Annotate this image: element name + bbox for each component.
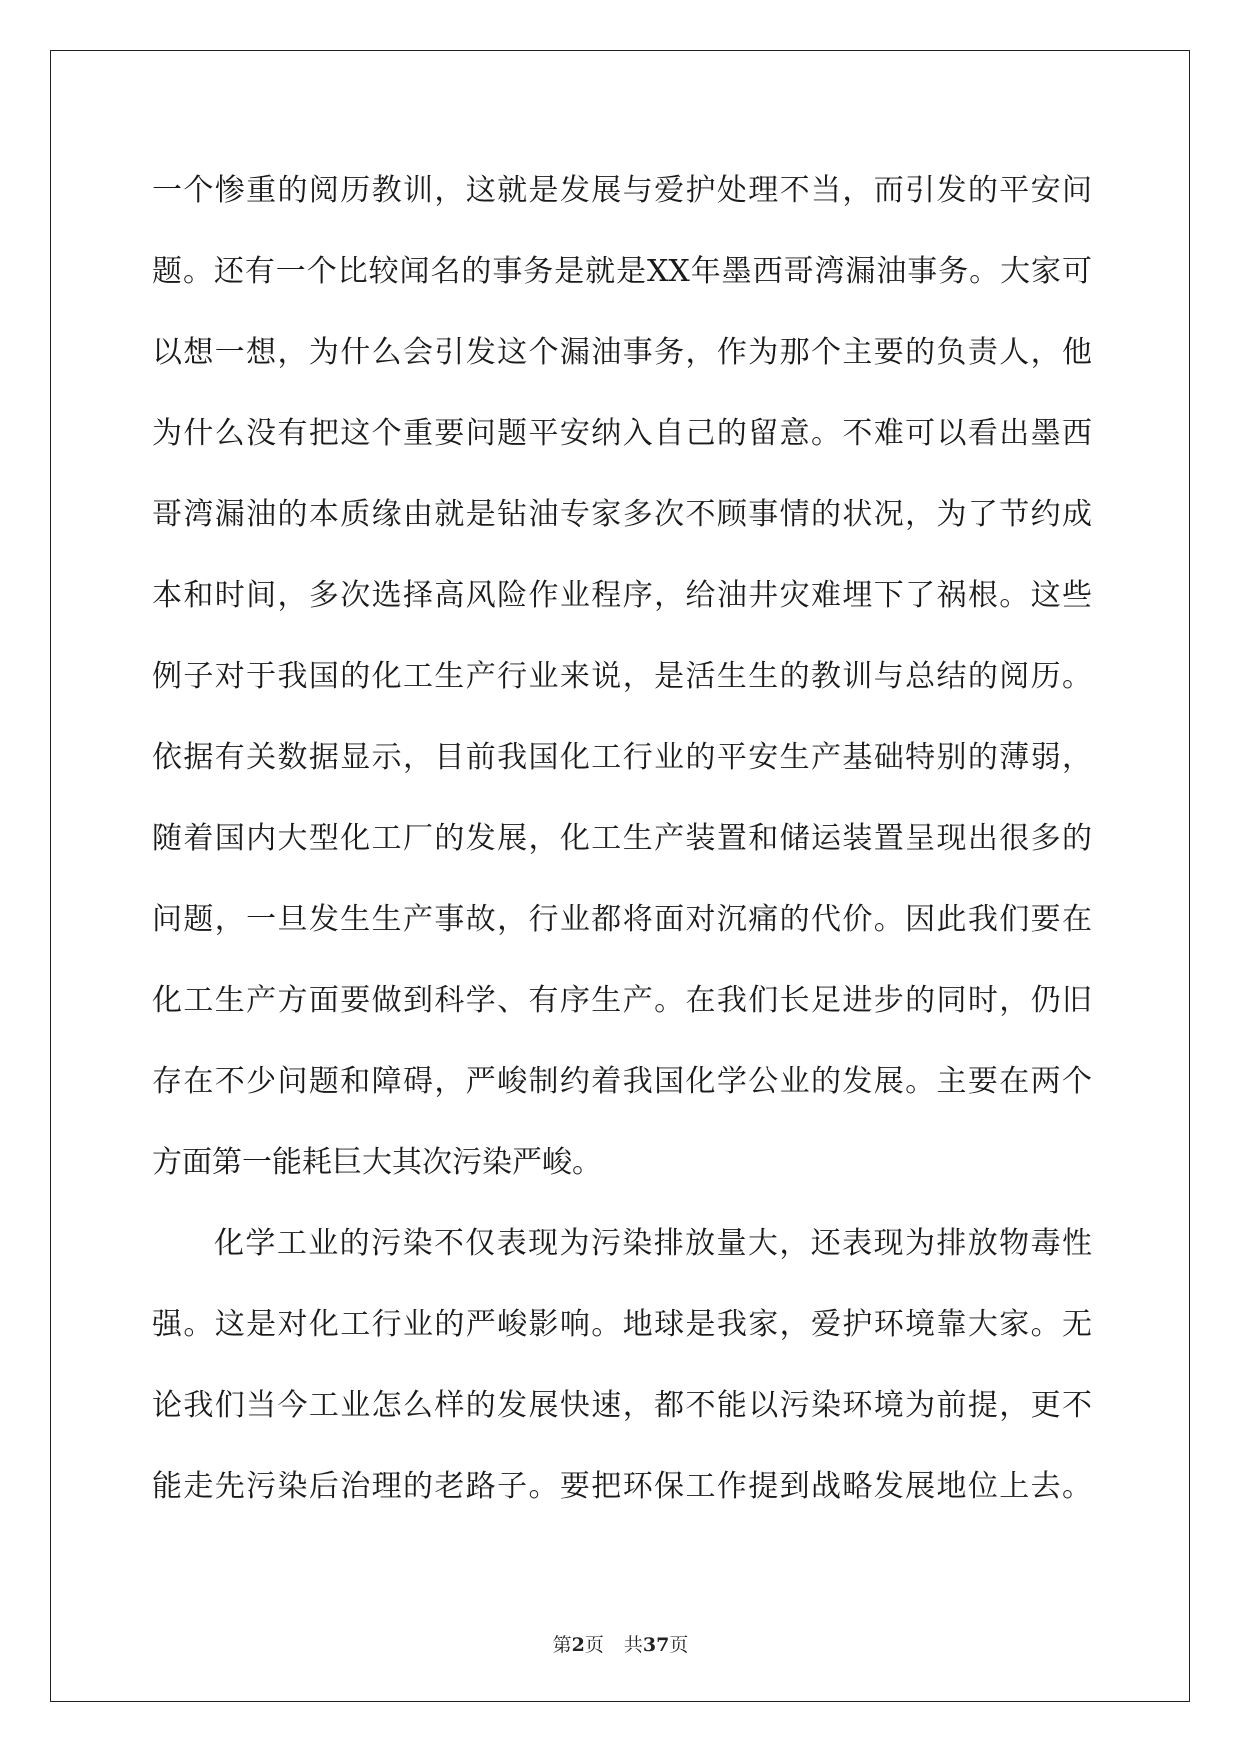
page-number: 2 [571,1634,585,1656]
text-line: 本和时间，多次选择高风险作业程序，给油井灾难埋下了祸根。这些 [152,578,1092,613]
text-line: 方面第一能耗巨大其次污染严峻。 [152,1145,602,1180]
text-line: 题。还有一个比较闻名的事务是就是XX年墨西哥湾漏油事务。大家可 [152,254,1092,289]
paragraph-1 [152,160,1092,1213]
text-line: 依据有关数据显示，目前我国化工行业的平安生产基础特别的薄弱， [152,740,1092,775]
text-line: 一个惨重的阅历教训，这就是发展与爱护处理不当，而引发的平安问 [152,173,1092,208]
document-body [152,160,1092,1537]
text-line: 论我们当今工业怎么样的发展快速，都不能以污染环境为前提，更不 [152,1388,1092,1423]
total-suffix: 页 [669,1634,689,1656]
text-line: 能走先污染后治理的老路子。要把环保工作提到战略发展地位上去。 [152,1469,1092,1504]
text-line: 存在不少问题和障碍，严峻制约着我国化学公业的发展。主要在两个 [152,1064,1092,1099]
page-suffix: 页 [584,1634,604,1656]
total-prefix: 共 [623,1634,643,1656]
text-line: 问题，一旦发生生产事故，行业都将面对沉痛的代价。因此我们要在 [152,902,1092,937]
page-footer [0,1630,1241,1657]
text-line: 例子对于我国的化工生产行业来说，是活生生的教训与总结的阅历。 [152,659,1092,694]
text-line: 强。这是对化工行业的严峻影响。地球是我家，爱护环境靠大家。无 [152,1307,1092,1342]
text-line: 随着国内大型化工厂的发展，化工生产装置和储运装置呈现出很多的 [152,821,1092,856]
text-line: 以想一想，为什么会引发这个漏油事务，作为那个主要的负责人，他 [152,335,1092,370]
text-line: 化学工业的污染不仅表现为污染排放量大，还表现为排放物毒性 [214,1226,1092,1261]
text-line: 为什么没有把这个重要问题平安纳入自己的留意。不难可以看出墨西 [152,416,1092,451]
text-line: 哥湾漏油的本质缘由就是钻油专家多次不顾事情的状况，为了节约成 [152,497,1092,532]
paragraph-2 [152,1213,1092,1537]
total-pages: 37 [642,1634,670,1656]
page-prefix: 第 [552,1634,572,1656]
text-line: 化工生产方面要做到科学、有序生产。在我们长足进步的同时，仍旧 [152,983,1092,1018]
